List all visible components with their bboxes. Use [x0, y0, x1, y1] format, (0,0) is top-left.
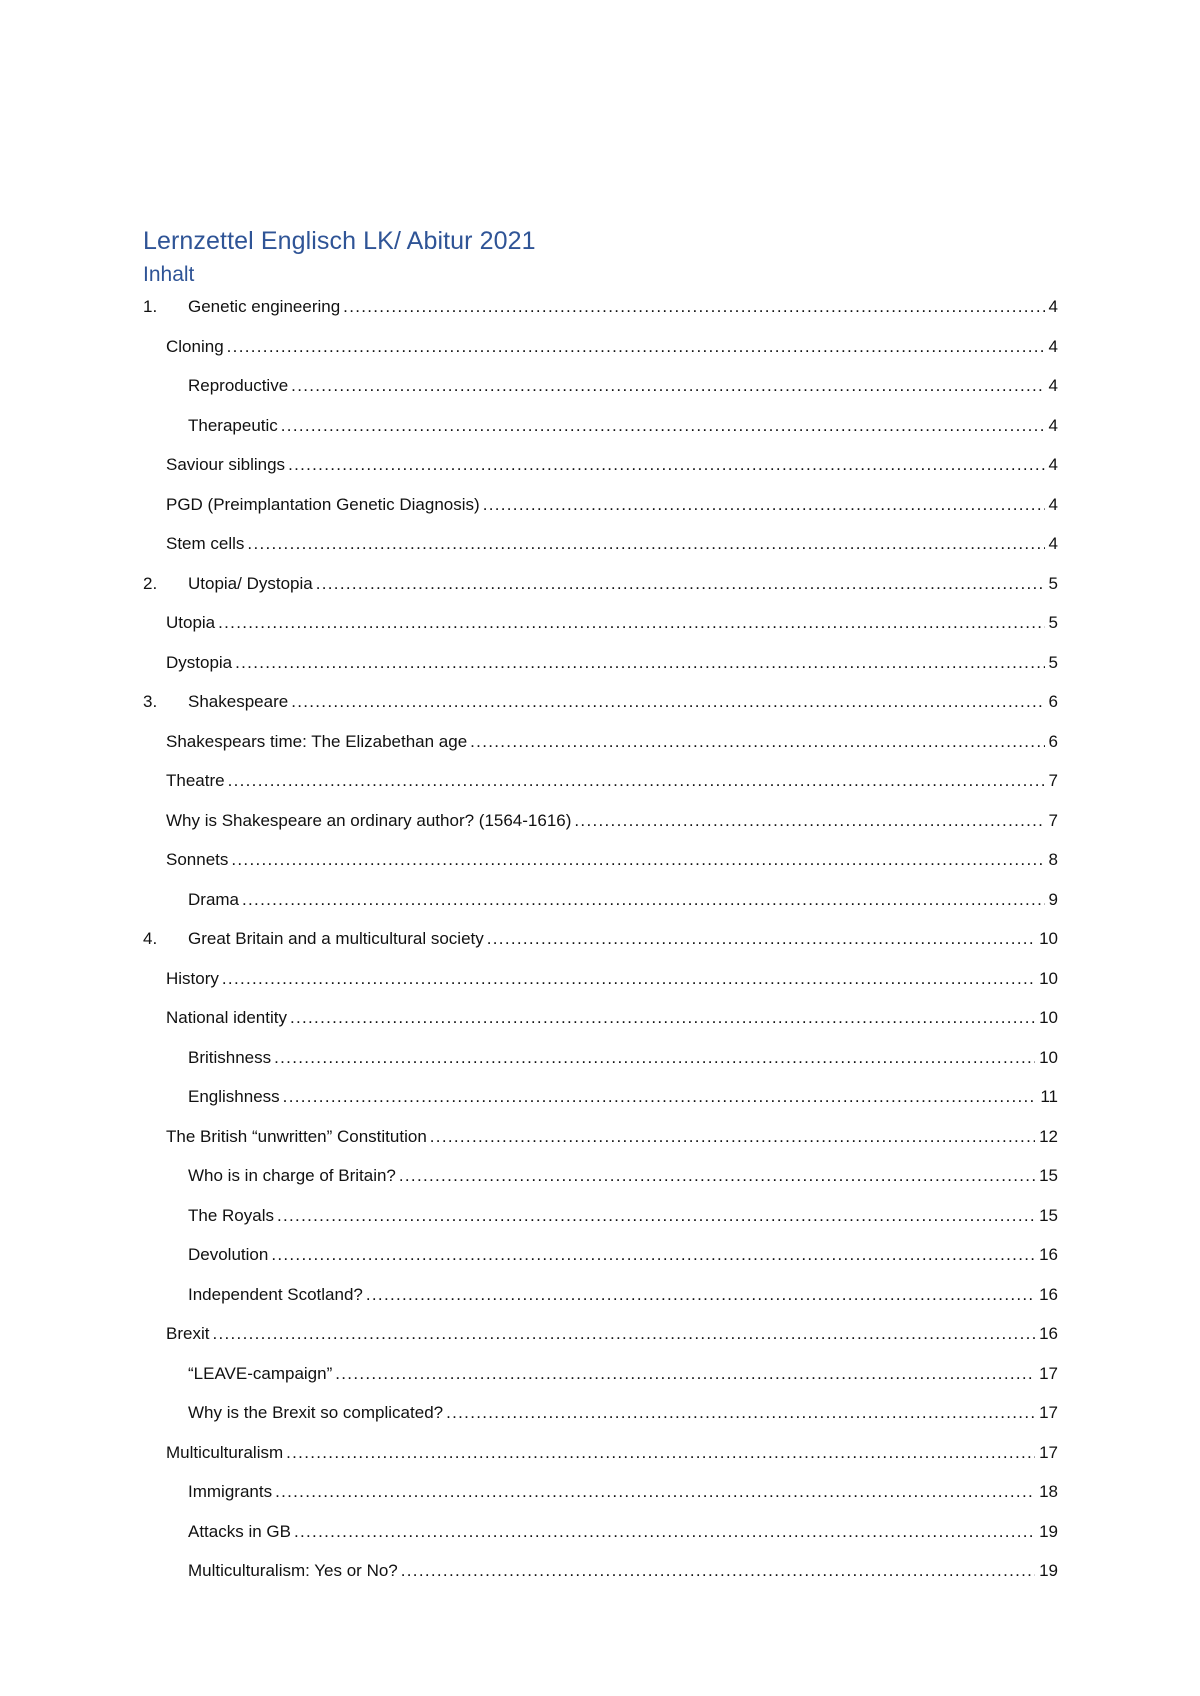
toc-dot-leader: [343, 295, 1044, 319]
toc-entry-label: Multiculturalism: Yes or No?: [188, 1561, 398, 1580]
toc-entry-brexit-complicated[interactable]: [188, 1401, 1058, 1425]
toc-entry-label: Devolution: [188, 1245, 269, 1264]
toc-entry-label: Great Britain and a multicultural society: [188, 929, 484, 948]
toc-entry-page: 7: [1048, 811, 1058, 830]
toc-entry-national-identity[interactable]: [166, 1006, 1058, 1030]
toc-entry-unwritten-constitution[interactable]: [166, 1125, 1058, 1149]
toc-entry-label: PGD (Preimplantation Genetic Diagnosis): [166, 495, 480, 514]
toc-dot-leader: [228, 769, 1045, 793]
toc-entry-label: Dystopia: [166, 653, 233, 672]
toc-entry-label: Multiculturalism: [166, 1443, 284, 1462]
toc-dot-leader: [271, 1243, 1035, 1267]
toc-entry-page: 17: [1039, 1403, 1058, 1422]
toc-entry-page: 15: [1039, 1166, 1058, 1185]
toc-entry-label: Immigrants: [188, 1482, 273, 1501]
toc-entry-page: 11: [1040, 1087, 1058, 1106]
toc-entry-page: 9: [1048, 890, 1058, 909]
toc-entry-ordinary-author[interactable]: [166, 809, 1058, 833]
toc-entry-label: Shakespeare: [188, 692, 289, 711]
toc-dot-leader: [574, 809, 1044, 833]
toc-entry-brexit[interactable]: [166, 1322, 1058, 1346]
toc-dot-leader: [235, 651, 1044, 675]
toc-entry-label: “LEAVE-campaign”: [188, 1364, 333, 1383]
toc-dot-leader: [222, 967, 1035, 991]
toc-dot-leader: [247, 532, 1044, 556]
toc-entry-label: Genetic engineering: [188, 297, 341, 316]
toc-entry-label: Who is in charge of Britain?: [188, 1166, 396, 1185]
toc-dot-leader: [218, 611, 1044, 635]
toc-dot-leader: [227, 335, 1045, 359]
toc-dot-leader: [291, 690, 1044, 714]
toc-entry-label: Brexit: [166, 1324, 210, 1343]
toc-entry-history[interactable]: [166, 967, 1058, 991]
toc-entry-attacks-in-gb[interactable]: [188, 1520, 1058, 1544]
toc-dot-leader: [212, 1322, 1035, 1346]
toc-dot-leader: [483, 493, 1045, 517]
toc-entry-page: 16: [1039, 1285, 1058, 1304]
toc-entry-page: 19: [1039, 1561, 1058, 1580]
toc-entry-page: 4: [1048, 416, 1058, 435]
toc-entry-utopia-dystopia[interactable]: [143, 572, 1058, 596]
toc-heading: Inhalt: [143, 263, 195, 286]
toc-entry-page: 10: [1039, 929, 1058, 948]
toc-entry-page: 6: [1048, 732, 1058, 751]
toc-entry-the-royals[interactable]: [188, 1204, 1058, 1228]
toc-entry-page: 7: [1048, 771, 1058, 790]
toc-dot-leader: [242, 888, 1045, 912]
toc-entry-label: Utopia: [166, 613, 216, 632]
toc-entry-page: 16: [1039, 1324, 1058, 1343]
toc-entry-page: 5: [1048, 653, 1058, 672]
toc-dot-leader: [430, 1125, 1035, 1149]
toc-entry-page: 12: [1039, 1127, 1058, 1146]
toc-entry-page: 10: [1039, 969, 1058, 988]
toc-entry-theatre[interactable]: [166, 769, 1058, 793]
toc-entry-page: 5: [1048, 574, 1058, 593]
toc-entry-number: 4.: [143, 929, 158, 948]
toc-entry-page: 4: [1048, 455, 1058, 474]
toc-entry-independent-scotland[interactable]: [188, 1283, 1058, 1307]
toc-entry-number: 3.: [143, 692, 158, 711]
toc-entry-label: Cloning: [166, 337, 224, 356]
toc-entry-label: Stem cells: [166, 534, 245, 553]
toc-entry-page: 15: [1039, 1206, 1058, 1225]
toc-dot-leader: [401, 1559, 1035, 1583]
toc-entry-label: The Royals: [188, 1206, 274, 1225]
toc-entry-page: 19: [1039, 1522, 1058, 1541]
toc-entry-label: Therapeutic: [188, 416, 278, 435]
toc-entry-page: 17: [1039, 1364, 1058, 1383]
toc-dot-leader: [399, 1164, 1035, 1188]
toc-entry-page: 4: [1048, 534, 1058, 553]
toc-entry-label: Shakespears time: The Elizabethan age: [166, 732, 468, 751]
toc-dot-leader: [316, 572, 1045, 596]
toc-dot-leader: [294, 1520, 1035, 1544]
toc-entry-label: Attacks in GB: [188, 1522, 291, 1541]
toc-entry-page: 4: [1048, 337, 1058, 356]
toc-entry-multiculturalism-yes-or-no[interactable]: [188, 1559, 1058, 1583]
toc-entry-dystopia[interactable]: [166, 651, 1058, 675]
toc-dot-leader: [286, 1441, 1035, 1465]
toc-entry-label: Britishness: [188, 1048, 272, 1067]
toc-entry-label: Theatre: [166, 771, 225, 790]
toc-dot-leader: [231, 848, 1044, 872]
toc-entry-multiculturalism[interactable]: [166, 1441, 1058, 1465]
toc-entry-drama[interactable]: [188, 888, 1058, 912]
toc-dot-leader: [281, 414, 1045, 438]
toc-entry-page: 10: [1039, 1048, 1058, 1067]
toc-entry-page: 5: [1048, 613, 1058, 632]
toc-entry-who-is-in-charge[interactable]: [188, 1164, 1058, 1188]
toc-entry-therapeutic[interactable]: [188, 414, 1058, 438]
toc-entry-page: 16: [1039, 1245, 1058, 1264]
toc-entry-utopia[interactable]: [166, 611, 1058, 635]
toc-entry-page: 6: [1048, 692, 1058, 711]
toc-entry-label: Why is Shakespeare an ordinary author? (1564-1616): [166, 811, 572, 830]
toc-entry-leave-campaign[interactable]: [188, 1362, 1058, 1386]
toc-entry-shakespeare[interactable]: [143, 690, 1058, 714]
toc-dot-leader: [487, 927, 1035, 951]
toc-entry-sonnets[interactable]: [166, 848, 1058, 872]
toc-entry-englishness[interactable]: [188, 1085, 1058, 1109]
toc-dot-leader: [277, 1204, 1035, 1228]
toc-dot-leader: [291, 374, 1044, 398]
toc-entry-page: 4: [1048, 297, 1058, 316]
toc-entry-label: Drama: [188, 890, 240, 909]
toc-dot-leader: [274, 1046, 1035, 1070]
toc-entry-label: The British “unwritten” Constitution: [166, 1127, 427, 1146]
toc-entry-number: 1.: [143, 297, 158, 316]
document-title: Lernzettel Englisch LK/ Abitur 2021: [143, 227, 536, 255]
toc-dot-leader: [275, 1480, 1035, 1504]
toc-entry-label: Englishness: [188, 1087, 280, 1106]
toc-entry-devolution[interactable]: [188, 1243, 1058, 1267]
toc-dot-leader: [290, 1006, 1035, 1030]
toc-entry-label: Why is the Brexit so complicated?: [188, 1403, 444, 1422]
toc-entry-label: Utopia/ Dystopia: [188, 574, 313, 593]
toc-entry-elizabethan-age[interactable]: [166, 730, 1058, 754]
toc-entry-page: 4: [1048, 376, 1058, 395]
toc-entry-reproductive[interactable]: [188, 374, 1058, 398]
toc-entry-britishness[interactable]: [188, 1046, 1058, 1070]
toc-dot-leader: [366, 1283, 1035, 1307]
toc-entry-immigrants[interactable]: [188, 1480, 1058, 1504]
toc-entry-pgd[interactable]: [166, 493, 1058, 517]
toc-entry-page: 10: [1039, 1008, 1058, 1027]
toc-entry-page: 8: [1048, 850, 1058, 869]
toc-entry-saviour-siblings[interactable]: [166, 453, 1058, 477]
toc-entry-label: Independent Scotland?: [188, 1285, 363, 1304]
toc-entry-stem-cells[interactable]: [166, 532, 1058, 556]
toc-entry-label: History: [166, 969, 219, 988]
toc-entry-page: 18: [1039, 1482, 1058, 1501]
toc-entry-label: Saviour siblings: [166, 455, 286, 474]
toc-entry-page: 17: [1039, 1443, 1058, 1462]
toc-dot-leader: [288, 453, 1044, 477]
toc-dot-leader: [446, 1401, 1035, 1425]
toc-entry-number: 2.: [143, 574, 158, 593]
toc-entry-page: 4: [1048, 495, 1058, 514]
toc-entry-label: National identity: [166, 1008, 287, 1027]
toc-entry-genetic-engineering[interactable]: [143, 295, 1058, 319]
toc-entry-cloning[interactable]: [166, 335, 1058, 359]
toc-dot-leader: [470, 730, 1044, 754]
toc-dot-leader: [335, 1362, 1035, 1386]
toc-entry-label: Sonnets: [166, 850, 229, 869]
toc-dot-leader: [283, 1085, 1037, 1109]
toc-entry-label: Reproductive: [188, 376, 289, 395]
toc-entry-great-britain[interactable]: [143, 927, 1058, 951]
